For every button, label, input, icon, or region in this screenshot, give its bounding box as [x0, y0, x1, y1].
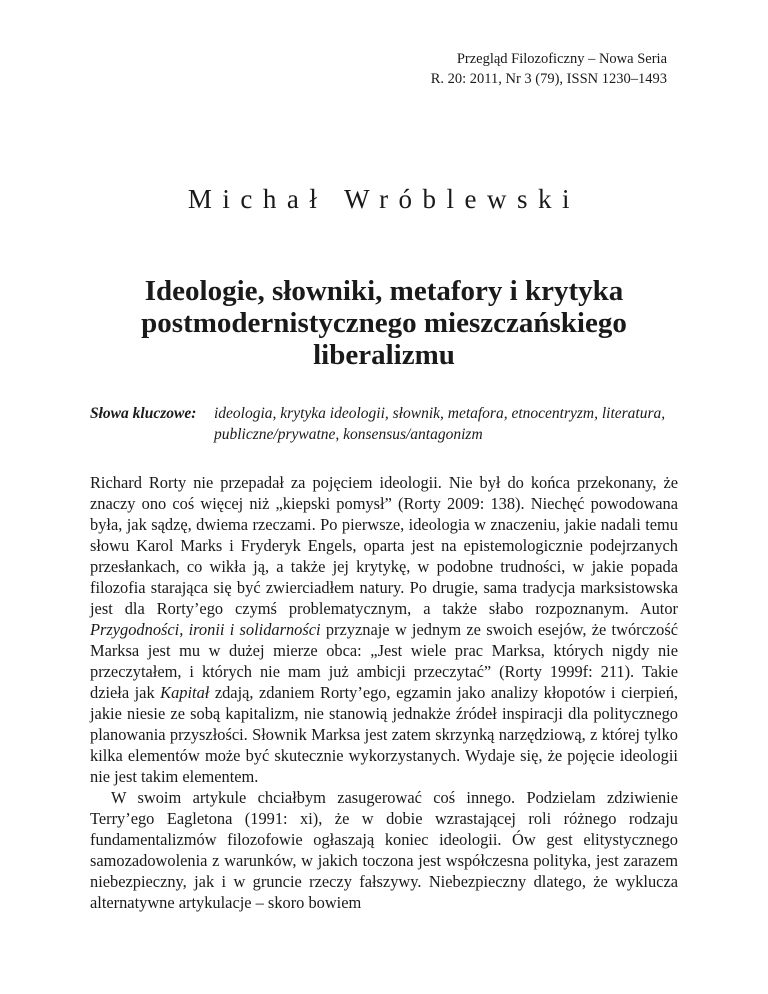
- keywords-block: [90, 403, 690, 445]
- paragraph-1-text-c: zdają, zdaniem Rorty’ego, egzamin jako analizy kłopotów i cierpień, jakie niesie ze sobą kapitalizm, nie stanowią jednakże źródeł inspiracji dla politycznego planowania przyszłości. Słownik Marksa jest zatem skrzynką narzędziową, z której tylko kilka elementów może być skutecznie wykorzystanych. Wydaje się, że pojęcie ideologii nie jest takim elementem.: [90, 683, 678, 786]
- keywords-label: Słowa kluczowe:: [90, 405, 197, 422]
- book-title-kapital: Kapitał: [160, 683, 210, 702]
- keywords-list: ideologia, krytyka ideologii, słownik, metafora, etnocentryzm, literatura, publiczne/prywatne, konsensus/antagonizm: [214, 405, 666, 443]
- paragraph-1-text-b: przyznaje w jednym ze swoich esejów, że twórczość Marksa jest mu w dużej mierze obca: „Jest wiele prac Marksa, których nigdy nie przeczytałem, i których nie mam już ambicji przeczytać” (Rorty 1999f: 211). Takie dzieła jak: [90, 620, 678, 702]
- book-title-italic: Przygodności, ironii i solidarności: [90, 620, 321, 639]
- journal-name: Przegląd Filozoficzny – Nowa Seria: [456, 51, 667, 67]
- author-name: Michał Wróblewski: [187, 184, 581, 214]
- journal-issue: R. 20: 2011, Nr 3 (79), ISSN 1230–1493: [430, 71, 667, 87]
- article-body: [90, 472, 678, 913]
- paragraph-1: [90, 472, 678, 787]
- paragraph-2: W swoim artykule chciałbym zasugerować coś innego. Podzielam zdziwienie Terry’ego Eagletona (1991: xi), że w dobie wzrastającej roli różnego rodzaju fundamentalizmów filozofowie ogłaszają koniec ideologii. Ów gest elitystycznego samozadowolenia z warunków, w jakich toczona jest współczesna polityka, jest zarazem niebezpieczny, jak i w gruncie rzeczy fałszywy. Niebezpieczny dlatego, że wyklucza alternatywne artykulacje – skoro bowiem: [90, 788, 678, 912]
- journal-header: [431, 49, 667, 89]
- article-title: Ideologie, słowniki, metafory i krytyka postmodernistycznego mieszczańskiego liberalizmu: [141, 275, 627, 371]
- paragraph-1-text-a: Richard Rorty nie przepadał za pojęciem ideologii. Nie był do końca przekonany, że znaczy ono coś więcej niż „kiepski pomysł” (Rorty 2009: 138). Niechęć powodowana była, jak sądzę, dwiema rzeczami. Po pierwsze, ideologia w znaczeniu, jakie nadali temu słowu Karol Marks i Fryderyk Engels, oparta jest na epistemologicznie podejrzanych przesłankach, co wikła ją, a także jej krytykę, w podobne trudności, w jakie popada filozofia starająca się być zwierciadłem natury. Po drugie, sama tradycja marksistowska jest dla Rorty’ego czymś problematycznym, a także słabo rozpoznanym. Autor: [90, 473, 678, 618]
